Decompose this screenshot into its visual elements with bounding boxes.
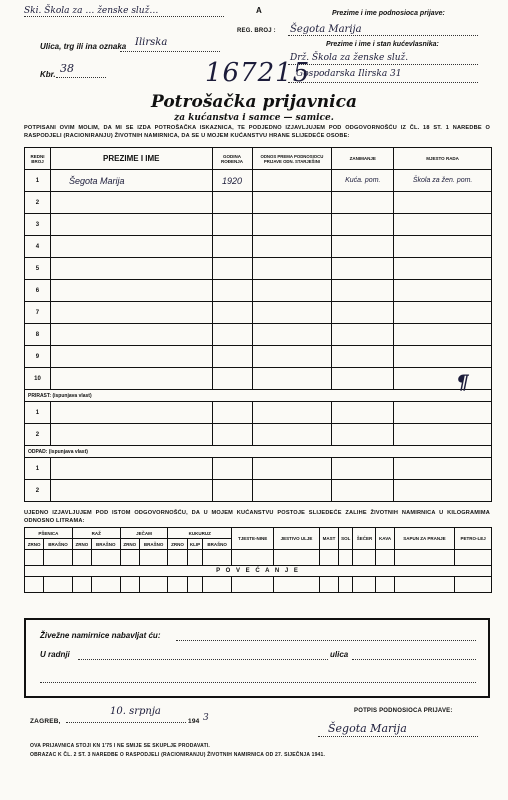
sub-zrno: ZRNO — [120, 539, 139, 550]
margin-mark: ¶ — [456, 370, 469, 394]
food-sol: SOL — [339, 528, 353, 550]
purchase-dots3 — [352, 659, 476, 660]
street-label: Ulica, trg ili ina oznaka — [40, 42, 127, 51]
table-row — [25, 424, 492, 446]
landlord-value: Drž. Škola za ženske služ. — [290, 53, 409, 63]
row-number: 5 — [25, 258, 51, 280]
persons-table — [24, 147, 492, 502]
date-value: 10. srpnja — [110, 706, 161, 717]
povecanje-label: P O V E Ć A N J E — [25, 566, 492, 577]
top-line — [24, 16, 224, 17]
sub-zrno: ZRNO — [25, 539, 44, 550]
registration-number: 167215 — [205, 58, 311, 88]
row-job: Kuća. pom. — [332, 170, 394, 192]
row-place: Škola za žen. pom. — [394, 170, 492, 192]
sub-zrno: ZRNO — [168, 539, 187, 550]
food-supply-table — [24, 527, 492, 593]
form-subtitle: za kućanstva i samce — samice. — [174, 113, 334, 123]
row-number: 9 — [25, 346, 51, 368]
street-value: Ilirska — [135, 37, 168, 48]
odpad-label: ODPAD: (ispunjava vlast) — [25, 446, 492, 458]
table-row — [25, 368, 492, 390]
food-kava: KAVA — [376, 528, 394, 550]
row-number: 6 — [25, 280, 51, 302]
table-row — [25, 346, 492, 368]
signature-label: POTPIS PODNOSIOCA PRIJAVE: — [354, 708, 453, 714]
table-row — [25, 280, 492, 302]
year-handwritten: 3 — [203, 713, 209, 723]
table-row — [25, 302, 492, 324]
purchase-box — [24, 618, 490, 698]
line-right1 — [288, 35, 478, 36]
food-secer: ŠEĆER — [353, 528, 376, 550]
applicant-name-value: Šegota Marija — [290, 24, 362, 35]
food-petrolej: PETRO-LEJ — [455, 528, 492, 550]
row-number: 7 — [25, 302, 51, 324]
food-mast: MAST — [319, 528, 338, 550]
col-godina: GODINA ROĐENJA — [212, 148, 252, 170]
reg-broj-label: REG. BROJ : — [237, 28, 276, 34]
a-mark: A — [256, 6, 262, 15]
year-printed: 194 — [188, 718, 200, 725]
table-row — [25, 458, 492, 480]
street-line — [120, 51, 220, 52]
table-row — [25, 192, 492, 214]
food-psenica: PŠENICA — [25, 528, 73, 539]
note-price: OVA PRIJAVNICA STOJI KN 1'75 I NE SMIJE SE SKUPLJE PRODAVATI. — [30, 743, 211, 749]
row-name: Šegota Marija — [50, 170, 212, 192]
kbr-label: Kbr. — [40, 70, 56, 79]
sub-brasno: BRAŠNO — [92, 539, 121, 550]
prirast-section-row — [25, 390, 492, 402]
sub-brasno: BRAŠNO — [44, 539, 73, 550]
col-odnos: ODNOS PREMA PODNOSIOCU PRIJAVE ODN. STARJEŠINI — [252, 148, 332, 170]
kbr-value: 38 — [60, 62, 74, 75]
food-raz: RAŽ — [72, 528, 120, 539]
row-number: 1 — [25, 170, 51, 192]
row-number: 3 — [25, 214, 51, 236]
col-redni-broj: REDNI BROJ — [25, 148, 51, 170]
purchase-dots2 — [78, 659, 328, 660]
signature: Šegota Marija — [328, 722, 407, 735]
declaration-text: UJEDNO IZJAVLJUJEM POD ISTOM ODGOVORNOŠĆU, DA U MOJEM KUĆANSTVU POSTOJE SLIJEDEĆE ZALIHE ŽIVOTNIH NAMIRNICA U KILOGRAMIMA ODNOSNO LITRAMA: — [24, 510, 490, 524]
table-row — [25, 480, 492, 502]
purchase-shop-label: U radnji — [40, 650, 70, 659]
prirast-label: PRIRAST: (ispunjava vlast) — [25, 390, 492, 402]
food-sapun: SAPUN ZA PRANJE — [394, 528, 454, 550]
food-ulje: JESTIVO ULJE — [274, 528, 320, 550]
col-mjesto-rada: MJESTO RADA — [394, 148, 492, 170]
table-row — [25, 214, 492, 236]
col-zanimanje: ZANIMANJE — [332, 148, 394, 170]
row-number: 10 — [25, 368, 51, 390]
row-year: 1920 — [212, 170, 252, 192]
table-row — [25, 170, 492, 192]
row-number: 2 — [25, 192, 51, 214]
food-tjestenine: TJESTE-NINE — [231, 528, 273, 550]
table-header-row — [25, 148, 492, 170]
row-relation — [252, 170, 332, 192]
note-regulation: OBRAZAC K ČL. 2 ST. 3 NAREDBE O RASPODJELI (RACIONIRANJU) ŽIVOTNIH NAMIRNICA OD 27. SIJEČNJA 1941. — [30, 752, 326, 758]
landlord-address: Gospodarska Ilirska 31 — [296, 69, 402, 79]
form-title: Potrošačka prijavnica — [151, 92, 357, 112]
odpad-row-number: 2 — [25, 480, 51, 502]
prirast-row-number: 2 — [25, 424, 51, 446]
intro-text: POTPISANI OVIM MOLIM, DA MI SE IZDA POTROŠAČKA ISKAZNICA, TE PODJEDNO IZJAVLJUJEM POD ODGOVORNOŠĆU IZ ČL. 18 ST. 1 NAREDBE O RASPODJELI (RACIONIRANJU) ŽIVOTNIH NAMIRNICA, DA SE U MOJEM KUĆANSTVU HRANE SLIJEDEĆE OSOBE: — [24, 125, 490, 139]
odpad-row-number: 1 — [25, 458, 51, 480]
row-number: 8 — [25, 324, 51, 346]
table-row — [25, 258, 492, 280]
food-kukuruz: KUKURUZ — [168, 528, 232, 539]
signature-line — [318, 736, 478, 737]
purchase-dots1 — [176, 640, 476, 641]
kbr-line — [56, 77, 106, 78]
purchase-line1: Živežne namirnice nabavljat ću: — [40, 631, 161, 640]
table-row — [25, 236, 492, 258]
sub-brasno: BRAŠNO — [203, 539, 232, 550]
col-prezime-ime: PREZIME I IME — [50, 148, 212, 170]
place-label: ZAGREB, — [30, 718, 61, 725]
sub-klip: KLIP — [187, 539, 203, 550]
date-line — [66, 722, 186, 723]
line-right2 — [288, 64, 478, 65]
sub-brasno: BRAŠNO — [139, 539, 168, 550]
table-row — [25, 402, 492, 424]
purchase-dots4 — [40, 682, 476, 683]
landlord-label: Prezime i ime i stan kućevlasnika: — [326, 41, 439, 48]
prirast-row-number: 1 — [25, 402, 51, 424]
row-number: 4 — [25, 236, 51, 258]
table-row — [25, 324, 492, 346]
odpad-section-row — [25, 446, 492, 458]
top-handwriting: Ski. Škola za … ženske služ… — [24, 6, 159, 16]
food-jecam: JEČAM — [120, 528, 168, 539]
applicant-name-label: Prezime i ime podnosioca prijave: — [332, 10, 445, 17]
purchase-street-label: ulica — [330, 650, 349, 659]
sub-zrno: ZRNO — [72, 539, 91, 550]
line-right3 — [288, 82, 478, 83]
